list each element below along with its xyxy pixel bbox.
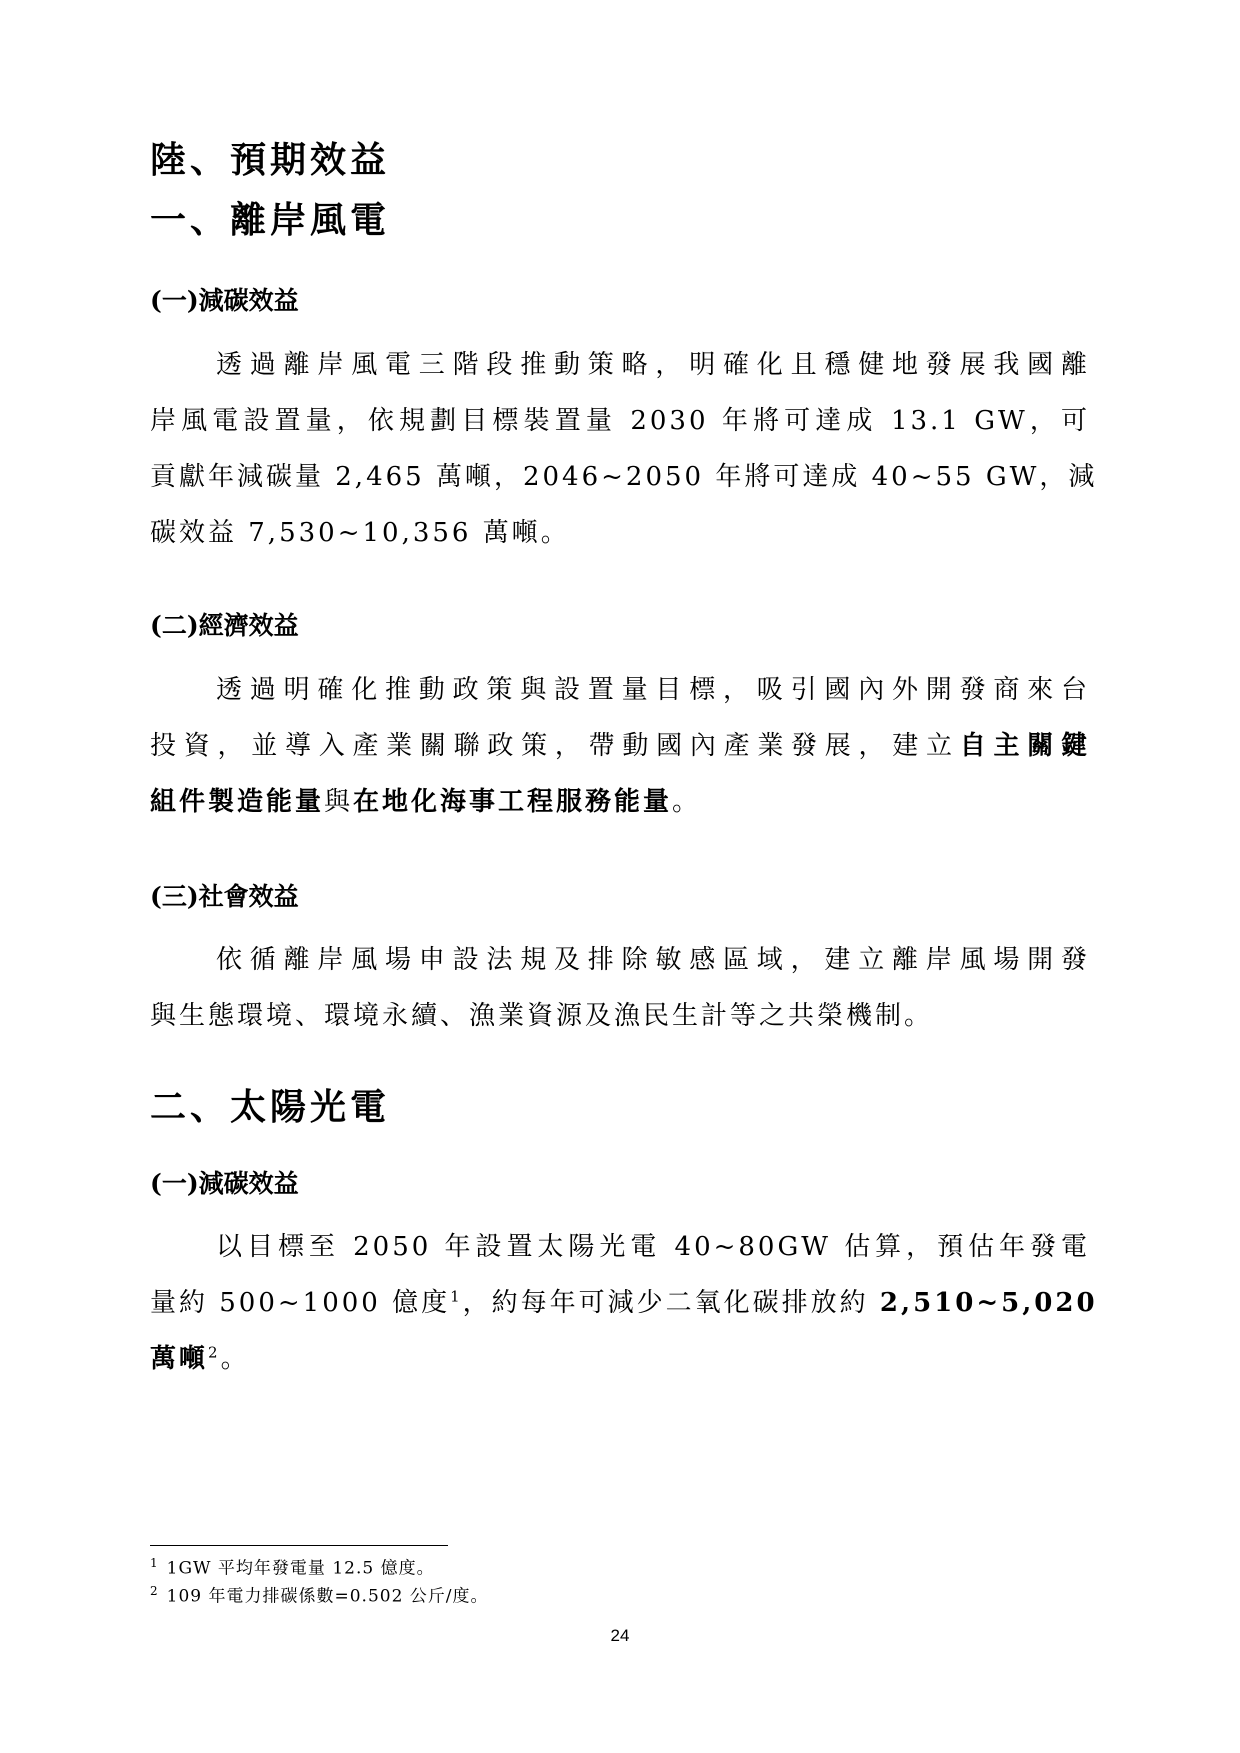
offshore-carbon-paragraph <box>150 337 1098 561</box>
economic-bold-b: 在地化海事工程服務能量 <box>353 787 673 817</box>
solar-line-3-end: 。 <box>220 1344 250 1374</box>
footnote-2 <box>150 1580 489 1608</box>
offshore-social-heading: (三)社會效益 <box>150 882 299 911</box>
offshore-economic-line-2 <box>150 718 1090 774</box>
page-number: 24 <box>610 1626 630 1645</box>
offshore-carbon-line-2: 岸風電設置量，依規劃目標裝置量 2030 年將可達成 13.1 GW，可 <box>150 406 1090 436</box>
footnote-ref-1[interactable]: 1 <box>450 1287 463 1306</box>
solar-line-2-text: 量約 500~1000 億度 <box>150 1288 451 1318</box>
solar-line-2-mid: ，約每年可減少二氧化碳排放約 <box>462 1288 880 1318</box>
offshore-carbon-line-4: 碳效益 7,530~10,356 萬噸。 <box>150 518 570 548</box>
offshore-carbon-line-1: 透過離岸風電三階段推動策略，明確化且穩健地發展我國離 <box>216 350 1090 380</box>
footnote-ref-2[interactable]: 2 <box>208 1343 221 1362</box>
section-title: 陸、預期效益 <box>150 139 391 181</box>
economic-mid: 與 <box>324 787 354 817</box>
solar-title: 二、太陽光電 <box>150 1086 391 1128</box>
offshore-carbon-line-3: 貢獻年減碳量 2,465 萬噸，2046~2050 年將可達成 40~55 GW，減 <box>150 462 1098 492</box>
offshore-social-paragraph <box>150 932 1090 1044</box>
economic-end: 。 <box>672 787 702 817</box>
offshore-social-line-2: 與生態環境、環境永續、漁業資源及漁民生計等之共榮機制。 <box>150 1001 934 1031</box>
offshore-economic-heading: (二)經濟效益 <box>150 611 299 640</box>
solar-carbon-paragraph <box>150 1219 1098 1387</box>
economic-line-2-bold: 自主關鍵 <box>959 731 1090 761</box>
offshore-economic-paragraph <box>150 662 1090 830</box>
offshore-economic-line-1: 透過明確化推動政策與設置量目標，吸引國內外開發商來台 <box>216 675 1090 705</box>
economic-bold-a: 組件製造能量 <box>150 787 325 817</box>
offshore-economic-line-3 <box>150 774 1090 830</box>
offshore-carbon-heading: (一)減碳效益 <box>150 286 299 315</box>
solar-carbon-line-2 <box>150 1275 1098 1331</box>
footnote-1-mark: 1 <box>150 1556 159 1570</box>
solar-line-2-bold: 2,510~5,020 <box>879 1288 1098 1318</box>
footnote-1-text: 1GW 平均年發電量 12.5 億度。 <box>166 1558 435 1579</box>
economic-line-2-text: 投資，並導入產業關聯政策，帶動國內產業發展，建立 <box>150 731 960 761</box>
offshore-wind-title: 一、離岸風電 <box>150 199 391 241</box>
footnote-divider <box>150 1545 448 1546</box>
footnote-2-mark: 2 <box>150 1584 159 1598</box>
solar-carbon-line-1: 以目標至 2050 年設置太陽光電 40~80GW 估算，預估年發電 <box>216 1232 1090 1262</box>
solar-carbon-heading: (一)減碳效益 <box>150 1169 299 1198</box>
offshore-social-line-1: 依循離岸風場申設法規及排除敏感區域，建立離岸風場開發 <box>216 945 1090 975</box>
solar-carbon-line-3 <box>150 1331 1090 1387</box>
solar-line-3-bold: 萬噸 <box>150 1344 209 1374</box>
footnote-2-text: 109 年電力排碳係數=0.502 公斤/度。 <box>166 1586 489 1607</box>
footnote-1 <box>150 1552 435 1580</box>
